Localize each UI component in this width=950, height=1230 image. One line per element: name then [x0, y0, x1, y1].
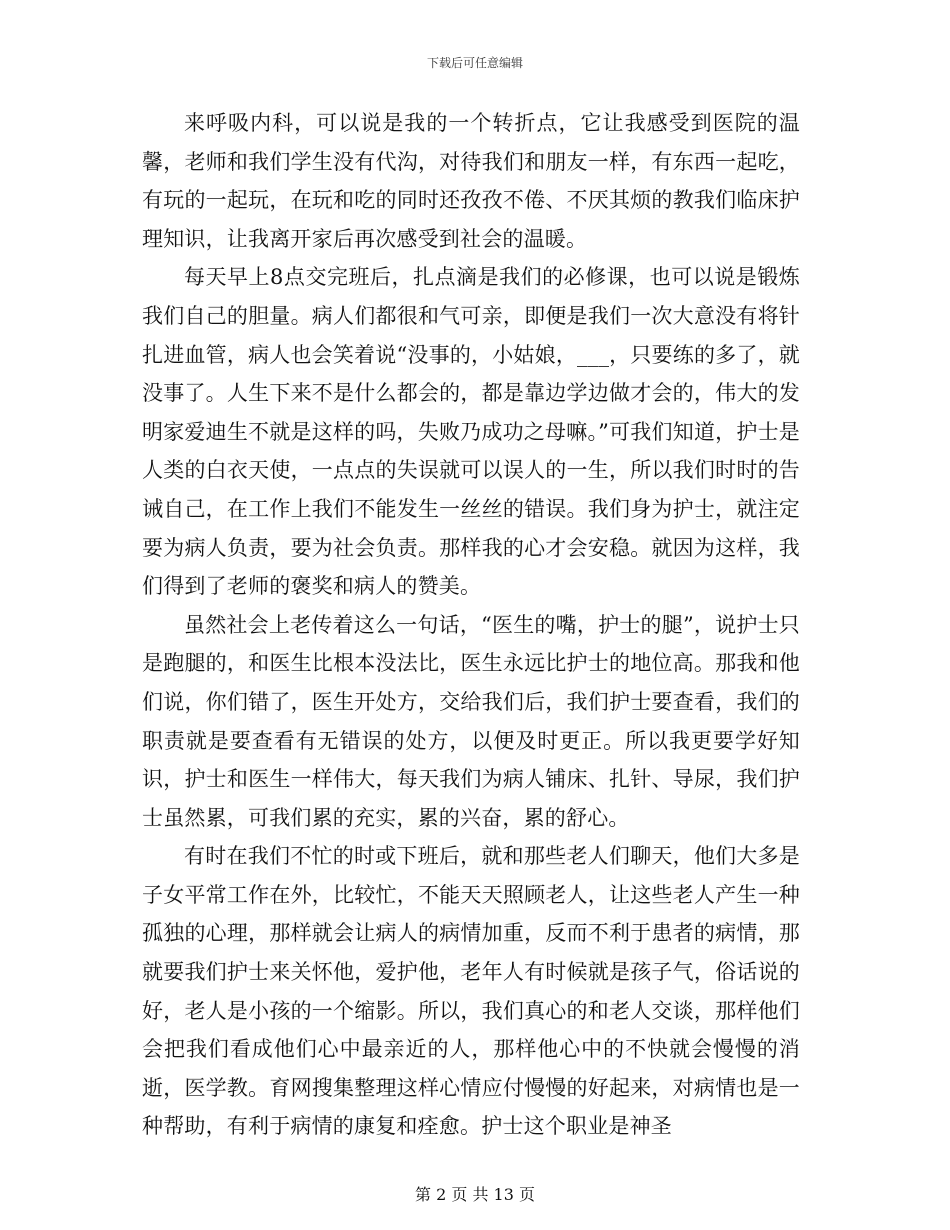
page-number-footer: 第 2 页 共 13 页: [415, 1185, 535, 1204]
paragraph-4: 有时在我们不忙的时或下班后，就和那些老人们聊天，他们大多是子女平常工作在外，比较忙，不能天天照顾老人，让这些老人产生一种孤独的心理，那样就会让病人的病情加重，反而不利于患者的病情，那就要我们护士来关怀他，爱护他，老年人有时候就是孩子气，俗话说的好，老人是小孩的一个缩影。所以，我们真心的和老人交谈，那样他们会把我们看成他们心中最亲近的人，那样他心中的不快就会慢慢的消逝，医学教。育网搜集整理这样心情应付慢慢的好起来，对病情也是一种帮助，有利于病情的康复和痊愈。护士这个职业是神圣: [142, 844, 800, 1139]
paragraph-3: 虽然社会上老传着这么一句话，“医生的嘴，护士的腿”，说护士只是跑腿的，和医生比根本没法比，医生永远比护士的地位高。那我和他们说，你们错了，医生开处方，交给我们后，我们护士要查看，我们的职责就是要查看有无错误的处方，以便及时更正。所以我更要学好知识，护士和医生一样伟大，每天我们为病人铺床、扎针、导尿，我们护士虽然累，可我们累的充实，累的兴奋，累的舒心。: [142, 612, 800, 830]
page-header-note: 下载后可任意编辑: [426, 56, 523, 70]
paragraph-1: 来呼吸内科，可以说是我的一个转折点，它让我感受到医院的温馨，老师和我们学生没有代沟，对待我们和朋友一样，有东西一起吃，有玩的一起玩，在玩和吃的同时还孜孜不倦、不厌其烦的教我们临床护理知识，让我离开家后再次感受到社会的温暖。: [142, 111, 800, 251]
document-body: [142, 104, 800, 1146]
paragraph-2: 每天早上8点交完班后，扎点滴是我们的必修课，也可以说是锻炼我们自己的胆量。病人们都很和气可亲，即便是我们一次大意没有将针扎进血管，病人也会笑着说“没事的，小姑娘，___，只要练的多了，就没事了。人生下来不是什么都会的，都是靠边学边做才会的，伟大的发明家爱迪生不就是这样的吗，失败乃成功之母嘛。”可我们知道，护士是人类的白衣天使，一点点的失误就可以误人的一生，所以我们时时的告诫自己，在工作上我们不能发生一丝丝的错误。我们身为护士，就注定要为病人负责，要为社会负责。那样我的心才会安稳。就因为这样，我们得到了老师的褒奖和病人的赞美。: [142, 265, 800, 599]
